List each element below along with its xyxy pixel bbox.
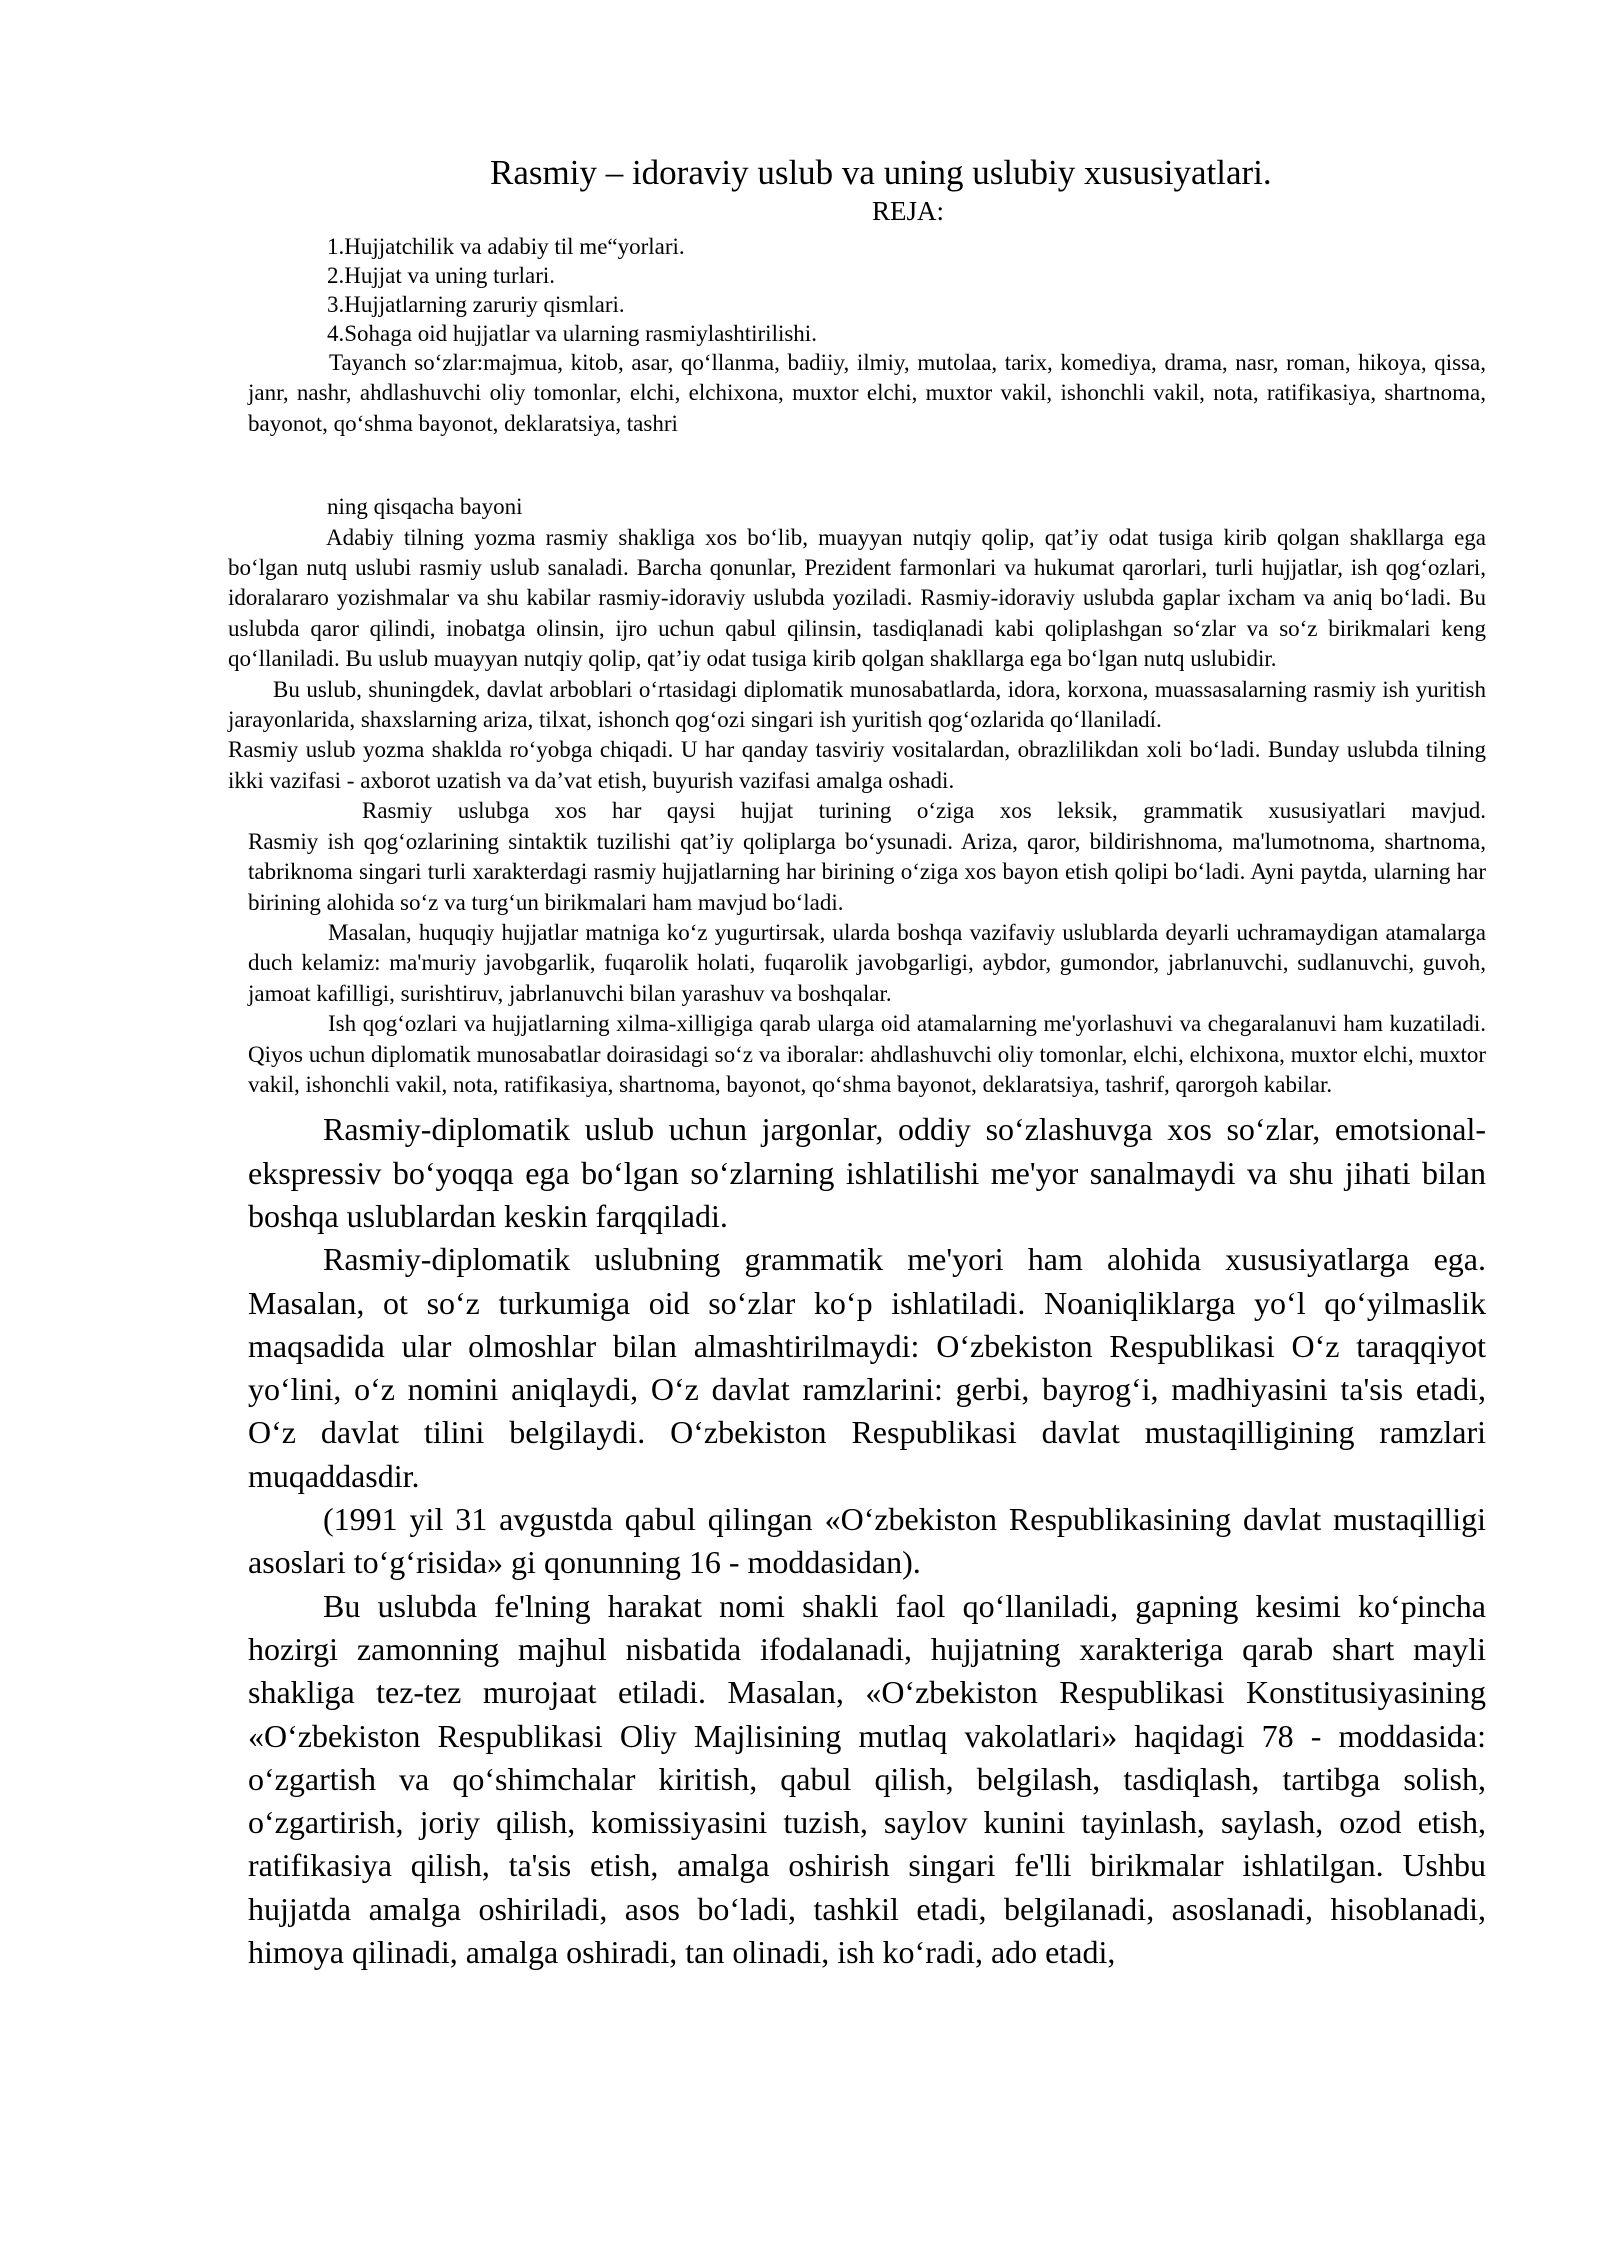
plan-item-4: 4.Sohaga oid hujjatlar va ularning rasmiylashtirilishi. [327, 321, 817, 346]
large-text-section [0, 1108, 1600, 1974]
paragraph-rasmiy-ish-qogozlari: Rasmiy ish qog‘ozlarining sintaktik tuzilishi qat’iy qoliplarga bo‘ysunadi. Ariza, qaror, bildirishnoma, ma'lumotnoma, shartnoma, tabriknoma singari turli xarakterdagi rasmiy hujjatlarning har birining o‘ziga xos bayon etish qolipi bo‘ladi. Ayni paytda, ularning har birining alohida so‘z va turg‘un birikmalari ham mavjud bo‘ladi. [248, 828, 1486, 915]
paragraph-rasmiy-diplomatik-jargon: Rasmiy-diplomatik uslub uchun jargonlar, oddiy so‘zlashuvga xos so‘zlar, emotsional-ekspressiv bo‘yoqqa ega bo‘lgan so‘zlarning ishlatilishi me'yor sanalmaydi va shu jihati bilan boshqa uslublardan keskin farqqiladi. [248, 1111, 1486, 1234]
plan-list [327, 232, 1486, 348]
paragraph-masalan-huquqiy: Masalan, huquqiy hujjatlar matniga ko‘z yugurtirsak, ularda boshqa vazifaviy uslublarda deyarli uchramaydigan atamalarga duch kelamiz: ma'muriy javobgarlik, fuqarolik holati, fuqarolik javobgarligi, aybdor, gumondor, jabrlanuvchi, sudlanuvchi, guvoh, jamoat kafilligi, surishtiruv, jabrlanuvchi bilan yarashuv va boshqalar. [248, 919, 1486, 1006]
paragraph-bu-uslub: Bu uslub, shuningdek, davlat arboblari o‘rtasidagi diplomatik munosabatlarda, idora, korxona, muassasalarning rasmiy ish yuritish jarayonlarida, shaxslarning ariza, tilxat, ishonch qog‘ozi singari ish yuritish qog‘ozlarida qo‘llaniladí. [228, 676, 1486, 733]
paragraph-adabiy-tilning: Adabiy tilning yozma rasmiy shakliga xos bo‘lib, muayyan nutqiy qolip, qat’iy odat tusiga kirib qolgan shakllarga ega bo‘lgan nutq uslubi rasmiy uslub sanaladi. Barcha qonunlar, Prezident farmonlari va hukumat qarorlari, turli hujjatlar, ish qog‘ozlari, idoralararo yozishmalar va shu kabilar rasmiy-idoraviy uslubda yoziladi. Rasmiy-idoraviy uslubda gaplar ixcham va aniq bo‘ladi. Bu uslubda qaror qilindi, inobatga olinsin, ijro uchun qabul qilinsin, tasdiqlanadi kabi qoliplashgan so‘zlar va so‘z birikmalari keng qo‘llaniladi. Bu uslub muayyan nutqiy qolip, qat’iy odat tusiga kirib qolgan shakllarga ega bo‘lgan nutq uslubidir. [228, 524, 1486, 672]
fragment-line: ning qisqacha bayoni [327, 494, 523, 520]
plan-item-3: 3.Hujjatlarning zaruriy qismlari. [327, 292, 625, 317]
paragraph-ish-qogozlari-xilma: Ish qog‘ozlari va hujjatlarning xilma-xilligiga qarab ularga oid atamalarning me'yorlashuvi va chegaralanuvi ham kuzatiladi. Qiyos uchun diplomatik munosabatlar doirasidagi so‘z va iboralar: ahdlashuvchi oliy tomonlar, elchi, elchixona, muxtor elchi, muxtor vakil, ishonchli vakil, nota, ratifikasiya, shartnoma, bayonot, qo‘shma bayonot, deklaratsiya, tashrif, qarorgoh kabilar. [248, 1011, 1486, 1097]
paragraph-rasmiy-uslub-yozma: Rasmiy uslub yozma shaklda ro‘yobga chiqadi. U har qanday tasviriy vositalardan, obrazlilikdan xoli bo‘ladi. Bunday uslubda tilning ikki vazifasi - axborot uzatish va da’vat etish, buyurish vazifasi amalga oshadi. [228, 737, 1486, 793]
paragraph-rasmiy-diplomatik-grammatik: Rasmiy-diplomatik uslubning grammatik me'yori ham alohida xususiyatlarga ega. Masalan, ot so‘z turkumiga oid so‘zlar ko‘p ishlatiladi. Noaniqliklarga yo‘l qo‘yilmaslik maqsadida ular olmoshlar bilan almashtirilmaydi: O‘zbekiston Respublikasi O‘z taraqqiyot yo‘lini, o‘z nomini aniqlaydi, O‘z davlat ramzlarini: gerbi, bayrog‘i, madhiyasini ta'sis etadi, O‘z davlat tilini belgilaydi. O‘zbekiston Respublikasi davlat mustaqilligining ramzlari muqaddasdir. [248, 1241, 1486, 1494]
page-title: Rasmiy – idoraviy uslub va uning uslubiy xususiyatlari. [490, 153, 1272, 192]
plan-item-1: 1.Hujjatchilik va adabiy til me“yorlari. [327, 234, 685, 259]
paragraph-rasmiy-uslubga-xos: Rasmiy uslubga xos har qaysi hujjat turining o‘ziga xos leksik, grammatik xususiyatlari mavjud. [362, 798, 1486, 824]
keywords-paragraph: Tayanch so‘zlar:majmua, kitob, asar, qo‘llanma, badiiy, ilmiy, mutolaa, tarix, komediya, drama, nasr, roman, hikoya, qissa, janr, nashr, ahdlashuvchi oliy tomonlar, elchi, elchixona, muxtor elchi, muxtor vakil, ishonchli vakil, nota, ratifikasiya, shartnoma, bayonot, qo‘shma bayonot, deklaratsiya, tashri [248, 350, 1486, 436]
paragraph-bu-uslubda-felning: Bu uslubda fe'lning harakat nomi shakli faol qo‘llaniladi, gapning kesimi ko‘pincha hozirgi zamonning majhul nisbatida ifodalanadi, hujjatning xarakteriga qarab shart mayli shakliga tez-tez murojaat etiladi. Masalan, «O‘zbekiston Respublikasi Konstitusiyasining «O‘zbekiston Respublikasi Oliy Majlisining mutlaq vakolatlari» haqidagi 78 - moddasida: o‘zgartish va qo‘shimchalar kiritish, qabul qilish, belgilash, tasdiqlash, tartibga solish, o‘zgartirish, joriy qilish, komissiyasini tuzish, saylov kunini tayinlash, saylash, ozod etish, ratifikasiya qilish, ta'sis etish, amalga oshirish singari fe'lli birikmalar ishlatilgan. Ushbu hujjatda amalga oshiriladi, asos bo‘ladi, tashkil etadi, belgilanadi, asoslanadi, hisoblanadi, himoya qilinadi, amalga oshiradi, tan olinadi, ish ko‘radi, ado etadi, [248, 1587, 1486, 1970]
plan-item-2: 2.Hujjat va uning turlari. [327, 263, 556, 288]
plan-heading: REJA: [872, 196, 945, 226]
paragraph-1991-qonun: (1991 yil 31 avgustda qabul qilingan «O‘zbekiston Respublikasining davlat mustaqilligi asoslari to‘g‘risida» gi qonunning 16 - moddasidan). [248, 1501, 1486, 1581]
